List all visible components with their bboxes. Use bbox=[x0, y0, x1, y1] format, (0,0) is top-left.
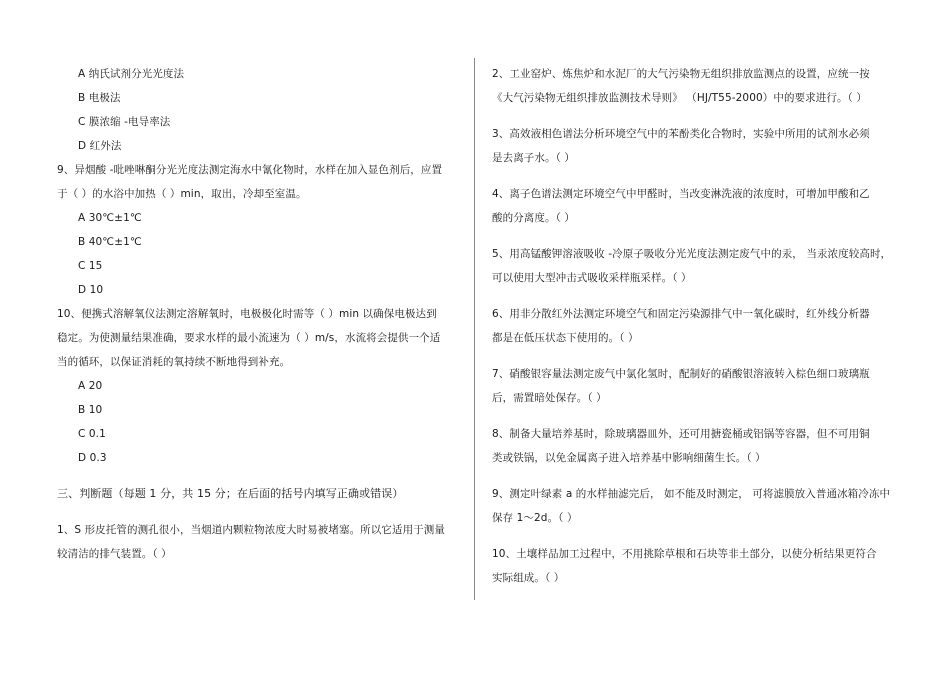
judge-3-line2: 是去离子水。（ ） bbox=[492, 152, 575, 164]
q8-option-a: A 纳氏试剂分光光度法 bbox=[78, 68, 185, 80]
judge-2-line1: 2、工业窑炉、炼焦炉和水泥厂的大气污染物无组织排放监测点的设置，应统一按 bbox=[492, 68, 870, 80]
judge-4-line1: 4、离子色谱法测定环境空气中甲醛时，当改变淋洗液的浓度时，可增加甲酸和乙 bbox=[492, 188, 870, 200]
judge-8-line1: 8、制备大量培养基时，除玻璃器皿外，还可用搪瓷桶或铝锅等容器，但不可用铜 bbox=[492, 428, 870, 440]
q8-option-c: C 膜浓缩 -电导率法 bbox=[78, 116, 171, 128]
q10-option-d: D 0.3 bbox=[78, 452, 107, 464]
judge-5-line1: 5、用高锰酸钾溶液吸收 -冷原子吸收分光光度法测定废气中的汞， 当汞浓度较高时， bbox=[492, 248, 892, 260]
judge-4-line2: 酸的分离度。（ ） bbox=[492, 212, 575, 224]
q10-text-line2: 稳定。为使测量结果准确，要求水样的最小流速为（ ）m/s，水流将会提供一个适 bbox=[57, 332, 441, 344]
judge-7-line1: 7、硝酸银容量法测定废气中氯化氢时，配制好的硝酸银溶液转入棕色细口玻璃瓶 bbox=[492, 368, 870, 380]
q8-option-b: B 电极法 bbox=[78, 92, 121, 104]
q8-option-d: D 红外法 bbox=[78, 140, 122, 152]
q10-option-c: C 0.1 bbox=[78, 428, 106, 440]
q10-option-a: A 20 bbox=[78, 380, 103, 392]
section-3-title: 三、判断题（每题 1 分，共 15 分；在后面的括号内填写正确或错误） bbox=[57, 487, 404, 500]
judge-9-line1: 9、测定叶绿素 a 的水样抽滤完后， 如不能及时测定， 可将滤膜放入普通冰箱冷冻中 bbox=[492, 488, 891, 500]
judge-10-line2: 实际组成。（ ） bbox=[492, 572, 565, 584]
q9-text-line1: 9、异烟酸 -吡唑啉酮分光光度法测定海水中氰化物时，水样在加入显色剂后，应置 bbox=[57, 164, 443, 176]
judge-6-line1: 6、用非分散红外法测定环境空气和固定污染源排气中一氧化碳时，红外线分析器 bbox=[492, 308, 870, 320]
judge-7-line2: 后，需置暗处保存。（ ） bbox=[492, 392, 607, 404]
q9-text-line2: 于（ ）的水浴中加热（ ）min，取出，冷却至室温。 bbox=[57, 188, 307, 200]
judge-10-line1: 10、土壤样品加工过程中，不用挑除草根和石块等非土部分，以使分析结果更符合 bbox=[492, 548, 877, 560]
judge-5-line2: 可以使用大型冲击式吸收采样瓶采样。（ ） bbox=[492, 272, 692, 284]
q10-text-line1: 10、便携式溶解氧仪法测定溶解氧时，电极极化时需等（ ）min 以确保电极达到 bbox=[57, 308, 437, 320]
q10-option-b: B 10 bbox=[78, 404, 103, 416]
q9-option-b: B 40℃±1℃ bbox=[78, 236, 142, 248]
column-divider bbox=[474, 58, 475, 600]
judge-2-line2: 《大气污染物无组织排放监测技术导则》 （HJ/T55-2000）中的要求进行。（ ） bbox=[492, 92, 867, 104]
q10-text-line3: 当的循环，以保证消耗的氧持续不断地得到补充。 bbox=[57, 356, 291, 368]
judge-3-line1: 3、高效液相色谱法分析环境空气中的苯酚类化合物时，实验中所用的试剂水必须 bbox=[492, 128, 870, 140]
q9-option-a: A 30℃±1℃ bbox=[78, 212, 142, 224]
judge-9-line2: 保存 1～2d。（ ） bbox=[492, 512, 578, 524]
judge-8-line2: 类或铁锅，以免金属离子进入培养基中影响细菌生长。（ ） bbox=[492, 452, 766, 464]
judge-1-line1: 1、S 形皮托管的测孔很小，当烟道内颗粒物浓度大时易被堵塞。所以它适用于测量 bbox=[57, 524, 445, 536]
judge-6-line2: 都是在低压状态下使用的。（ ） bbox=[492, 332, 639, 344]
q9-option-d: D 10 bbox=[78, 284, 104, 296]
judge-1-line2: 较清洁的排气装置。（ ） bbox=[57, 548, 172, 560]
q9-option-c: C 15 bbox=[78, 260, 103, 272]
